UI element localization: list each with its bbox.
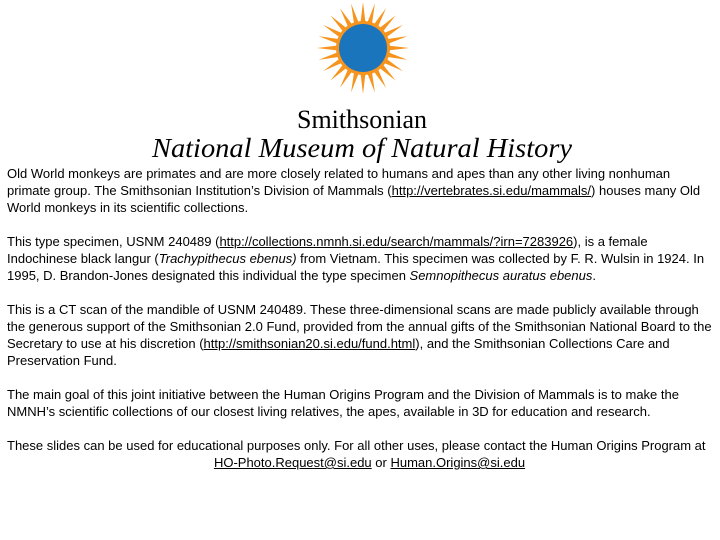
- type-species-name: Semnopithecus auratus ebenus: [409, 268, 593, 283]
- smithsonian-sun-logo: [0, 0, 720, 165]
- contact-emails: [7, 454, 715, 471]
- logo-wordmark: Smithsonian: [296, 105, 428, 134]
- ct-scan-text: This is a CT scan of the mandible of USNM 240489. These three-dimensional scans are made publicly available through the generous support of the Smithsonian 2.0 Fund, provided from the annual gifts of the Smithsonian National Board to the Secretary to use at his discretion (: [7, 302, 712, 351]
- contact-or: or: [371, 455, 391, 470]
- human-origins-email-link[interactable]: Human.Origins@si.edu: [390, 455, 526, 470]
- paragraph-contact: [7, 437, 715, 471]
- intro-text: Old World monkeys are primates and are more closely related to humans and apes than any other living nonhuman primate group. The Smithsonian Institution’s Division of Mammals (: [7, 166, 671, 198]
- paragraph-specimen: [7, 233, 715, 284]
- specimen-record-link[interactable]: http://collections.nmnh.si.edu/search/mammals/?irn=7283926: [219, 234, 574, 249]
- goal-text: The main goal of this joint initiative between the Human Origins Program and the Division of Mammals is to make the NMNH’s scientific collections of our closest living relatives, the apes, available in 3D for education and research.: [7, 387, 679, 419]
- museum-logo: [0, 0, 720, 165]
- mammals-link[interactable]: http://vertebrates.si.edu/mammals/: [391, 183, 592, 198]
- photo-request-email-link[interactable]: HO-Photo.Request@si.edu: [213, 455, 372, 470]
- specimen-text: This type specimen, USNM 240489 (: [7, 234, 220, 249]
- specimen-text-mid: ), is a female Indochinese black langur (: [7, 234, 648, 266]
- contact-text: These slides can be used for educational purposes only. For all other uses, please contact the Human Origins Program at: [7, 438, 706, 453]
- paragraph-intro: [7, 165, 715, 216]
- specimen-text-end: .: [592, 268, 597, 283]
- logo-subtitle: National Museum of Natural History: [150, 132, 573, 163]
- paragraph-ct-scan: [7, 301, 715, 369]
- sun-disc: [339, 24, 387, 72]
- paragraph-goal: [7, 386, 715, 420]
- ct-scan-text-end: ), and the Smithsonian Collections Care and Preservation Fund.: [7, 336, 670, 368]
- document-body: [7, 165, 715, 488]
- intro-text-end: ) houses many Old World monkeys in its scientific collections.: [7, 183, 701, 215]
- sun-icon: [317, 2, 409, 94]
- fund-link[interactable]: http://smithsonian20.si.edu/fund.html: [203, 336, 416, 351]
- specimen-text-mid2: from Vietnam. This specimen was collected by F. R. Wulsin in 1924. In 1995, D. Brandon-Jones designated this individual the type specimen: [7, 251, 705, 283]
- species-name: Trachypithecus ebenus): [158, 251, 297, 266]
